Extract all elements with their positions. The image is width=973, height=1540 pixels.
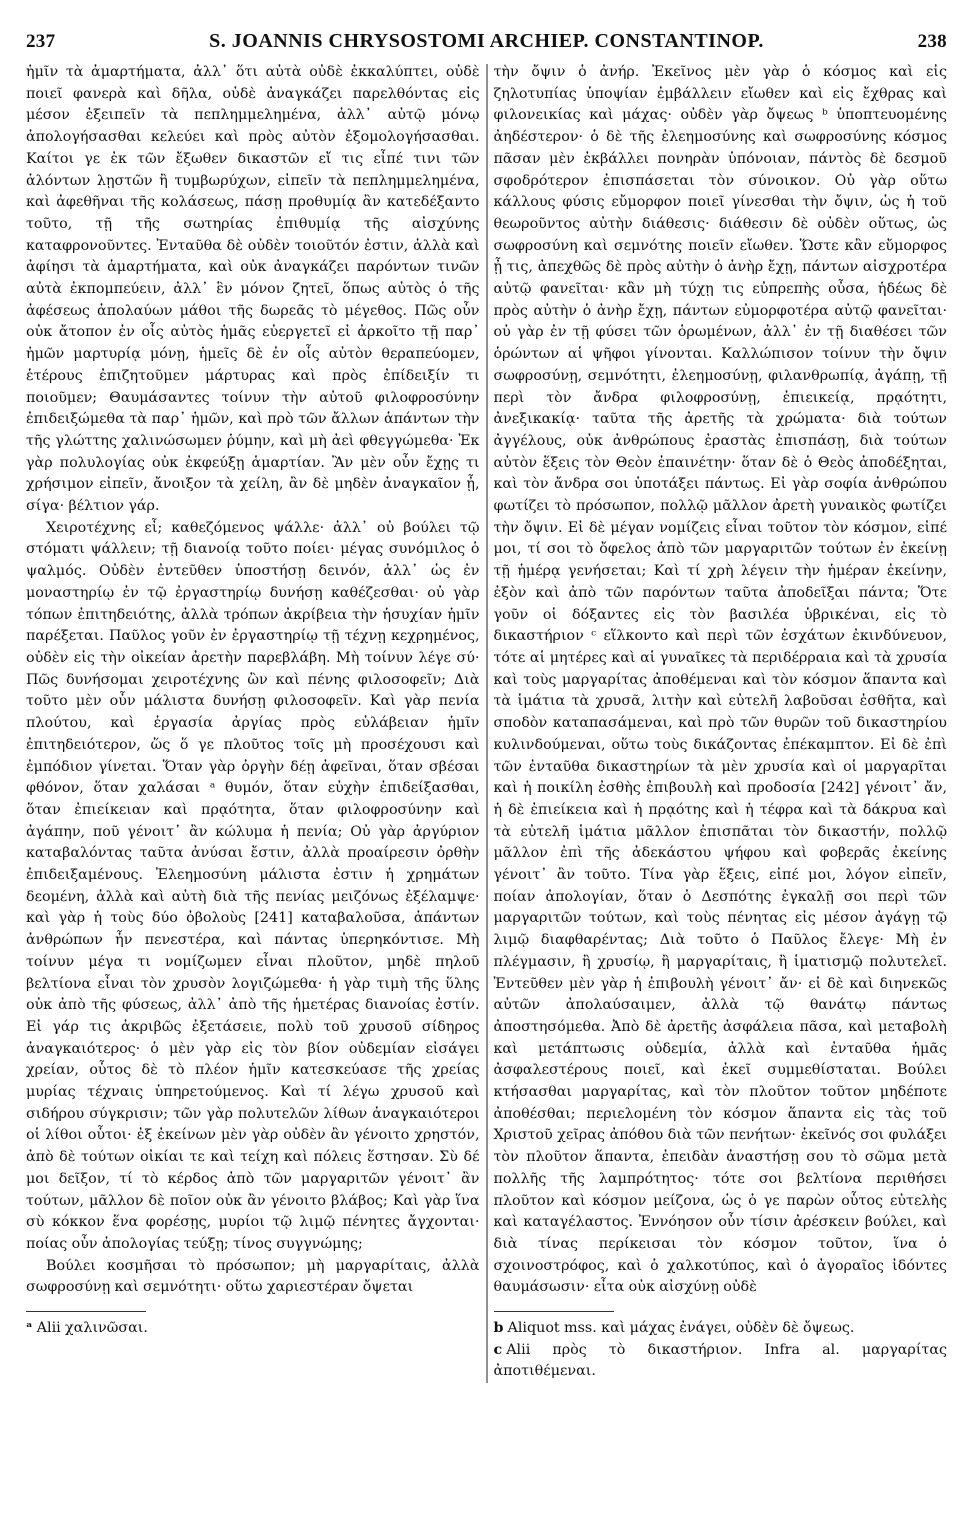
column-divider — [486, 64, 487, 1383]
right-column — [494, 62, 948, 1383]
footnote-b — [494, 1318, 948, 1340]
left-paragraph-2: Χειροτέχνης εἶ; καθεζόμενος ψάλλε· ἀλλ᾽ οὐ βούλει τῷ στόματι ψάλλειν; τῇ διανοίᾳ τοῦτο ποίει· μέγας συνόμιλος ὁ ψαλμός. Οὐδὲν ἐντεῦθεν ὑποστήσῃ δεινόν, ἀλλ᾽ ὡς ἐν μοναστηρίῳ ἐν τῷ ἐργαστηρίῳ δυνήσῃ καθέζεσθαι· οὐ γὰρ τόπων ἐπιτηδειότης, ἀλλὰ τρόπων ἀκρίβεια τὴν ἡσυχίαν ἡμῖν παρέξεται. Παῦλος γοῦν ἐν ἐργαστηρίῳ τῇ τέχνῃ κεχρημένος, οὐδὲν εἰς τὴν οἰκείαν ἀρετὴν παρεβλάβη. Μὴ τοίνυν λέγε σύ· Πῶς δυνήσομαι χειροτέχνης ὢν καὶ πένης φιλοσοφεῖν; Διὰ τοῦτο μὲν οὖν μάλιστα δυνήσῃ φιλοσοφεῖν. Καὶ γὰρ πενία πλούτου, καὶ ἐργασία ἀργίας πρὸς εὐλάβειαν ἡμῖν ἐπιτηδειότερον, ὥς ὅ γε πλοῦτος τοῖς μὴ προσέχουσι καὶ ἐμπόδιον γίνεται. Ὅταν γὰρ ὀργὴν δέῃ ἀφεῖναι, ὅταν σβέσαι φθόνον, ὅταν χαλάσαι ᵃ θυμόν, ὅταν εὐχὴν ἐπιδείξασθαι, ὅταν ἐπιείκειαν καὶ πρᾳότητα, ὅταν φιλοφροσύνην καὶ ἀγάπην, ποῦ γένοιτ᾽ ἂν κώλυμα ἡ πενία; Οὐ γὰρ ἀργύριον καταβαλόντας ταῦτα ἀνύσαι ἔστιν, ἀλλὰ προαίρεσιν ὀρθὴν ἐπιδειξαμένους. Ἐλεημοσύνη μάλιστα ἐστιν ἡ χρημάτων δεομένη, ἀλλὰ καὶ αὐτὴ διὰ τῆς πενίας μειζόνως ἐξέλαμψε· καὶ γὰρ ἡ τοὺς δύο ὀβολοὺς [241] καταβαλοῦσα, ἁπάντων ἀνθρώπων ἦν πενεστέρα, καὶ πάντας ὑπερηκόντισε. Μὴ τοίνυν μέγα τι νομίζωμεν εἶναι πλοῦτον, μηδὲ πηλοῦ βελτίονα εἶναι τὸν χρυσὸν λογιζώμεθα· ἡ γὰρ τιμὴ τῆς ὕλης οὐκ ἀπὸ τῆς φύσεως, ἀλλ᾽ ἀπὸ τῆς ἡμετέρας διανοίας ἐστίν. Εἰ γάρ τις ἀκριβῶς ἐξετάσειε, πολὺ τοῦ χρυσοῦ σίδηρος ἀναγκαιότερος· ὁ μὲν γὰρ εἰς τὸν βίον οὐδεμίαν εἰσάγει χρείαν, οὗτος δὲ τὸ πλέον ἡμῖν κατεσκεύασε τῆς χρείας μυρίας τέχναις ὑπηρετούμενος. Καὶ τί λέγω χρυσοῦ καὶ σιδήρου σύγκρισιν; τῶν γὰρ πολυτελῶν λίθων ἀναγκαιότεροι οἱ λίθοι οὗτοι· ἐξ ἐκείνων μὲν γὰρ οὐδὲν ἂν γένοιτο χρηστόν, ἀπὸ δὲ τούτων οἰκίαι τε καὶ τείχη καὶ πόλεις ἕστησαν. Σὺ δέ μοι δεῖξον, τί τὸ κέρδος ἀπὸ τῶν μαργαριτῶν γένοιτ᾽ ἂν τούτων, μᾶλλον δὲ ποῖον οὐκ ἂν γένοιτο βλάβος; Καὶ γὰρ ἵνα σὺ κόκκον ἕνα φορέσῃς, μυρίοι τῷ λιμῷ πένητες ἄγχονται· ποίας οὖν ἀπολογίας τεύξῃ; τίνος συγγνώμης; — [26, 519, 480, 1252]
two-column-body — [26, 62, 947, 1383]
footnote-mark: b — [493, 1320, 504, 1337]
left-column — [26, 62, 480, 1383]
footnote-separator — [494, 1311, 614, 1312]
left-paragraph-1: ἡμῖν τὰ ἁμαρτήματα, ἀλλ᾽ ὅτι αὐτὰ οὐδὲ ἐκκαλύπτει, οὐδὲ ποιεῖ φανερὰ καὶ δῆλα, οὐδὲ ἀναγκάζει παρελθόντας εἰς μέσον ἐξειπεῖν τὰ πεπλημμελημένα, ἀλλ᾽ αὐτῷ μόνῳ ἀπολογήσασθαι κελεύει καὶ πρὸς αὐτὸν ἐξομολογήσασθαι. Καίτοι γε ἐκ τῶν ἔξωθεν δικαστῶν εἴ τις εἶπέ τινι τῶν ἁλόντων λῃστῶν ἢ τυμβωρύχων, εἰπεῖν τὰ πεπλημμελημένα, καὶ ἀφεθῆναι τῆς κολάσεως, πάσῃ προθυμίᾳ ἂν κατεδέξαντο τοῦτο, τῇ τῆς σωτηρίας ἐπιθυμίᾳ τῆς αἰσχύνης καταφρονοῦντες. Ἐνταῦθα δὲ οὐδὲν τοιοῦτόν ἐστιν, ἀλλὰ καὶ ἀφίησι τὰ ἁμαρτήματα, καὶ οὐκ ἀναγκάζει παρόντων τινῶν αὐτὰ ἐκπομπεύειν, ἀλλ᾽ ἓν μόνον ζητεῖ, ὅπως αὐτὸς ὁ τῆς ἀφέσεως ἀπολαύων μάθοι τῆς δωρεᾶς τὸ μέγεθος. Πῶς οὖν οὐκ ἄτοπον ἐν οἷς αὐτὸς ἡμᾶς εὐεργετεῖ εἰ ἀρκοῖτο τῇ παρ᾽ ἡμῶν μαρτυρίᾳ μόνῃ, ἡμεῖς δὲ ἐν οἷς αὐτὸν θεραπεύομεν, ἑτέρους ἐπιζητοῦμεν μάρτυρας καὶ πρὸς ἐπίδειξίν τι ποιοῦμεν; Θαυμάσαντες τοίνυν τὴν αὐτοῦ φιλοφροσύνην ἐπιδειξώμεθα τὰ παρ᾽ ἡμῶν, καὶ πρὸ τῶν ἄλλων ἁπάντων τὴν τῆς γλώττης χαλινώσωμεν ῥύμην, καὶ μὴ ἀεὶ φθεγγώμεθα· Ἐκ γὰρ πολυλογίας οὐκ ἐκφεύξῃ ἁμαρτίαν. Ἂν μὲν οὖν ἔχῃς τι χρήσιμον εἰπεῖν, ἄνοιξον τὰ χείλη, ἂν δὲ μηδὲν ἀναγκαῖον ᾖ, σίγα· βέλτιον γάρ. — [26, 64, 480, 515]
running-title: S. JOANNIS CHRYSOSTOMI ARCHIEP. CONSTANTINOP. — [209, 30, 764, 52]
footnote-text: Aliquot mss. καὶ μάχας ἐνάγει, οὐδὲν δὲ ὄψεως. — [507, 1320, 855, 1337]
footnote-separator — [26, 1311, 146, 1312]
footnote-mark: ᵃ — [26, 1320, 33, 1337]
page-number-right: 238 — [917, 31, 947, 52]
right-paragraph-1: τὴν ὄψιν ὁ ἀνήρ. Ἐκεῖνος μὲν γὰρ ὁ κόσμος καὶ εἰς ζηλοτυπίας ὑποψίαν ἐμβάλλειν εἴωθεν καὶ εἰς ἔχθρας καὶ φιλονεικίας καὶ μάχας· οὐδὲν γὰρ ὄψεως ᵇ ὑποπτευομένης ἀηδέστερον· ὁ δὲ τῆς ἐλεημοσύνης καὶ σωφροσύνης κόσμος πᾶσαν μὲν ἐκβάλλει πονηρὰν ὑπόνοιαν, πάντὸς δὲ δεσμοῦ σφοδρότερον ἐπισπάσεται τὸν σύνοικον. Οὐ γὰρ οὕτω κάλλους φύσις εὔμορφον ποιεῖ γίνεσθαι τὴν ὄψιν, ὡς ἡ τοῦ θεωροῦντος αὐτὴν διάθεσις· διάθεσιν δὲ οὐδὲν οὕτως, ὡς σωφροσύνη καὶ σεμνότης ποιεῖν εἴωθεν. Ὥστε κἂν εὔμορφος ᾖ τις, ἀπεχθῶς δὲ πρὸς αὐτὴν ὁ ἀνὴρ ἔχῃ, πάντων αἰσχροτέρα αὐτῷ φανεῖται· κἂν μὴ τύχῃ τις εὐπρεπὴς οὖσα, ἡδέως δὲ πρὸς αὐτὴν ὁ ἀνὴρ ἔχῃ, πάντων εὐμορφοτέρα αὐτῷ φανεῖται· οὐ γὰρ ἐν τῇ φύσει τῶν ὁρωμένων, ἀλλ᾽ ἐν τῇ διαθέσει τῶν ὁρώντων αἱ ψῆφοι γίνονται. Καλλώπισον τοίνυν τὴν ὄψιν σωφροσύνῃ, σεμνότητι, ἐλεημοσύνῃ, φιλανθρωπίᾳ, ἀγάπῃ, τῇ περὶ τὸν ἄνδρα φιλοφροσύνῃ, ἐπιεικείᾳ, πρᾳότητι, ἀνεξικακίᾳ· ταῦτα τῆς ἀρετῆς τὰ χρώματα· διὰ τούτων ἀγγέλους, οὐκ ἀνθρώπους ἐραστὰς ἐπισπάσῃ, διὰ τούτων αὐτὸν ἕξεις τὸν Θεὸν ἐπαινέτην· ὅταν δὲ ὁ Θεὸς ἀποδέξηται, καὶ τὸν ἄνδρα σοι ὑποτάξει πάντως. Εἰ γὰρ σοφία ἀνθρώπου φωτίζει τὸ πρόσωπον, πολλῷ μᾶλλον ἀρετὴ γυναικὸς φωτίζει τὴν ὄψιν. Εἰ δὲ μέγαν νομίζεις εἶναι τοῦτον τὸν κόσμον, εἰπέ μοι, τί σοι τὸ ὄφελος ἀπὸ τῶν μαργαριτῶν τούτων ἐν ἐκείνῃ τῇ ἡμέρᾳ γενήσεται; Καὶ τί χρὴ λέγειν τὴν ἡμέραν ἐκείνην, ἐξὸν καὶ ἀπὸ τῶν παρόντων ταῦτα ἀποδεῖξαι πάντα; Ὅτε γοῦν οἱ δόξαντες εἰς τὸν βασιλέα ὑβρικέναι, εἰς τὸ δικαστήριον ᶜ εἵλκοντο καὶ περὶ τῶν ἐσχάτων ἐκινδύνευον, τότε αἱ μητέρες καὶ αἱ γυναῖκες τὰ περιδέρραια καὶ τὰ χρυσία καὶ τοὺς μαργαρίτας ἀποθέμεναι καὶ τὸν κόσμον ἅπαντα καὶ τὰ ἱμάτια τὰ χρυσᾶ, λιτὴν καὶ εὐτελῆ λαβοῦσαι ἐσθῆτα, καὶ σποδὸν καταπασάμεναι, καὶ πρὸ τῶν θυρῶν τοῦ δικαστηρίου κυλινδούμεναι, οὕτω τοὺς δικάζοντας ἐπέκαμπτον. Εἰ δὲ ἐπὶ τῶν ἐνταῦθα δικαστηρίων τὰ μὲν χρυσία καὶ οἱ μαργαρῖται καὶ ἡ ποικίλη ἐσθὴς ἐπιβουλὴ καὶ προδοσία [242] γένοιτ᾽ ἄν, ἡ δὲ ἐπιείκεια καὶ ἡ πρᾳότης καὶ ἡ τέφρα καὶ τὰ δάκρυα καὶ τὰ εὐτελῆ ἱμάτια μᾶλλον ἐπισπᾶται τὸν δικαστήν, πολλῷ μᾶλλον ἐπὶ τῆς ἀδεκάστου ψήφου καὶ φοβερᾶς ἐκείνης γένοιτ᾽ ἂν τοῦτο. Τίνα γὰρ ἕξεις, εἰπέ μοι, λόγον εἰπεῖν, ποίαν ἀπολογίαν, ὅταν ὁ Δεσπότης ἐγκαλῇ σοι περὶ τῶν μαργαριτῶν τούτων, καὶ τοὺς πένητας εἰς μέσον ἀγάγῃ τῷ λιμῷ διαφθαρέντας; Διὰ τοῦτο ὁ Παῦλος ἔλεγε· Μὴ ἐν πλέγμασιν, ἢ χρυσίῳ, ἢ μαργαρίταις, ἢ ἱματισμῷ πολυτελεῖ. Ἐντεῦθεν μὲν γὰρ ἡ ἐπιβουλὴ γένοιτ᾽ ἄν· εἰ δὲ καὶ διηνεκῶς αὐτῶν ἀπολαύσαιμεν, ἀλλὰ τῷ θανάτῳ πάντως ἀποστησόμεθα. Ἀπὸ δὲ ἀρετῆς ἀσφάλεια πᾶσα, καὶ μεταβολὴ καὶ μετάπτωσις οὐδεμία, ἀλλὰ καὶ ἐνταῦθα ἡμᾶς ἀσφαλεστέρους ποιεῖ, καὶ ἐκεῖ συμμεθίσταται. Βούλει κτήσασθαι μαργαρίτας, καὶ τὸν πλοῦτον τοῦτον μηδέποτε ἀποθέσθαι; περιελομένη τὸν κόσμον ἅπαντα εἰς τὰς τοῦ Χριστοῦ χεῖρας ἀπόθου διὰ τῶν πενήτων· ἐκεῖνός σοι φυλάξει τὸν πλοῦτον ἅπαντα, ἐπειδὰν ἀναστήσῃ σου τὸ σῶμα μετὰ πολλῆς τῆς λαμπρότητος· τότε σοι βελτίονα περιθήσει πλοῦτον καὶ κόσμον μείζονα, ὡς ὁ γε παρὼν οὗτος εὐτελὴς καὶ καταγέλαστος. Ἐννόησον οὖν τίσιν ἀρέσκειν βούλει, καὶ διὰ τίνας περίκεισαι τὸν κόσμον τοῦτον, ἵνα ὁ σχοινοστρόφος, καὶ ὁ χαλκοτύπος, καὶ ὁ ἀγοραῖος ἰδόντες θαυμάσωσιν· εἶτα οὐκ αἰσχύνῃ οὐδὲ — [493, 64, 947, 1296]
left-paragraph-3: Βούλει κοσμῆσαι τὸ πρόσωπον; μὴ μαργαρίταις, ἀλλὰ σωφροσύνῃ καὶ σεμνότητι· οὕτω χαριεστέραν ὄψεται — [26, 1257, 480, 1296]
footnote-a — [26, 1318, 480, 1340]
footnote-c — [494, 1340, 948, 1383]
page-number-left: 237 — [26, 31, 56, 52]
right-footnotes — [494, 1311, 948, 1383]
footnote-mark: c — [493, 1341, 503, 1358]
footnote-text: Alii πρὸς τὸ δικαστήριον. Infra al. μαργαρίτας ἀποτιθέμεναι. — [493, 1341, 947, 1380]
left-footnotes — [26, 1311, 480, 1340]
running-header — [26, 30, 947, 58]
footnote-text: Alii χαλινῶσαι. — [36, 1320, 148, 1337]
